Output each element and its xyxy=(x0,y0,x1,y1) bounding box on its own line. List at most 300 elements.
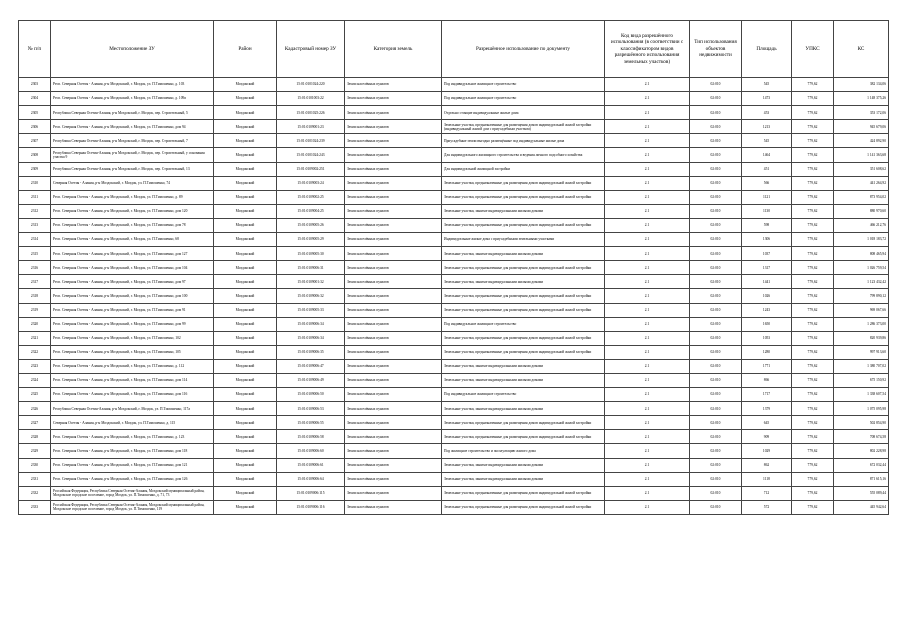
cell-permitted-use: Земельные участки, предназначенные для размещения домов индивидуальной жилой застройки xyxy=(442,486,605,500)
cell-use-type: 02:010 xyxy=(690,162,742,176)
cell-num: 2314 xyxy=(19,233,51,247)
cell-upks: 779,62 xyxy=(792,402,834,416)
cell-area: 1306 xyxy=(742,233,792,247)
cell-upks: 779,62 xyxy=(792,162,834,176)
header-permitted-use: Разрешённое использование по документу xyxy=(442,21,605,78)
cell-upks: 779,62 xyxy=(792,472,834,486)
table-row xyxy=(19,345,889,359)
table-row xyxy=(19,331,889,345)
cell-region: Моздокский xyxy=(214,233,277,247)
table-row xyxy=(19,373,889,387)
cell-land-category: Земли населённых пунктов xyxy=(345,106,442,120)
cell-area: 1026 xyxy=(742,289,792,303)
cell-region: Моздокский xyxy=(214,275,277,289)
cell-use-code: 2.1 xyxy=(605,190,690,204)
cell-use-code: 2.1 xyxy=(605,331,690,345)
table-row xyxy=(19,317,889,331)
cell-region: Моздокский xyxy=(214,458,277,472)
cell-use-code: 2.1 xyxy=(605,345,690,359)
cell-location: Респ. Северная Осетия - Алания, р-н Моздокский, г. Моздок, ул. П.Тимошенко, д. 112 xyxy=(51,359,214,373)
cell-cadastral-number: 15:01:0109005:30 xyxy=(277,247,345,261)
cell-cadastral-number: 15:01:0101024:239 xyxy=(277,134,345,148)
cell-permitted-use: Земельные участки, предназначенные для размещения домов индивидуальной жилой застройки xyxy=(442,218,605,232)
cell-land-category: Земли населённых пунктов xyxy=(345,218,442,232)
cell-permitted-use: Земельные участки, предназначенные для размещения домов индивидуальной жилой застройки (индивидуальный жилой дом с приусадебным участком) xyxy=(442,120,605,134)
cell-num: 2308 xyxy=(19,148,51,162)
cell-use-code: 2.1 xyxy=(605,204,690,218)
cell-land-category: Земли населённых пунктов xyxy=(345,78,442,92)
cell-permitted-use: Под индивидуальное жилищное строительство xyxy=(442,92,605,106)
cell-region: Моздокский xyxy=(214,486,277,500)
cell-use-code: 2.1 xyxy=(605,275,690,289)
cell-land-category: Земли населённых пунктов xyxy=(345,247,442,261)
cell-num: 2324 xyxy=(19,373,51,387)
cell-region: Моздокский xyxy=(214,345,277,359)
cell-cadastral-number: 15:01:0109006:31 xyxy=(277,261,345,275)
cell-num: 2332 xyxy=(19,486,51,500)
cell-use-type: 02:010 xyxy=(690,106,742,120)
cell-cadastral-number: 15:01:0101024:220 xyxy=(277,78,345,92)
cell-use-type: 02:010 xyxy=(690,176,742,190)
cell-region: Моздокский xyxy=(214,289,277,303)
table-row xyxy=(19,233,889,247)
cell-use-type: 02:010 xyxy=(690,472,742,486)
cell-land-category: Земли населённых пунктов xyxy=(345,92,442,106)
cell-region: Моздокский xyxy=(214,176,277,190)
cell-permitted-use: Земельные участки, занятые индивидуальными жилыми домами xyxy=(442,204,605,218)
cell-num: 2317 xyxy=(19,275,51,289)
cell-upks: 779,62 xyxy=(792,373,834,387)
cell-area: 1473 xyxy=(742,92,792,106)
cell-use-type: 02:010 xyxy=(690,500,742,514)
cell-location: Респ. Северная Осетия - Алания, р-н Моздокский, г. Моздок, ул. П.Тимошенко, д. 89 xyxy=(51,190,214,204)
cell-land-category: Земли населённых пунктов xyxy=(345,261,442,275)
cell-use-type: 02:010 xyxy=(690,458,742,472)
cell-upks: 779,62 xyxy=(792,148,834,162)
cell-permitted-use: Земельные участки, занятые индивидуальными жилыми домами xyxy=(442,373,605,387)
cell-num: 2322 xyxy=(19,345,51,359)
cell-location: Респ. Северная Осетия - Алания, р-н Моздокский, г. Моздок, ул. П.Тимошенко, дом 118 xyxy=(51,444,214,458)
cell-upks: 779,62 xyxy=(792,275,834,289)
cell-cadastral-number: 15:01:0109005:26 xyxy=(277,218,345,232)
table-row xyxy=(19,472,889,486)
cell-area: 566 xyxy=(742,176,792,190)
table-row xyxy=(19,303,889,317)
cell-permitted-use: Земельные участки, занятые индивидуальными жилыми домами xyxy=(442,359,605,373)
cell-num: 2326 xyxy=(19,402,51,416)
cell-use-code: 2.1 xyxy=(605,416,690,430)
cell-permitted-use: Отдельно стоящие индивидуальные жилые дома xyxy=(442,106,605,120)
cell-upks: 779,62 xyxy=(792,500,834,514)
cell-ks: 1 018 183,72 xyxy=(834,233,889,247)
cell-region: Моздокский xyxy=(214,303,277,317)
header-ks: КС xyxy=(834,21,889,78)
cell-upks: 779,62 xyxy=(792,331,834,345)
cell-cadastral-number: 15:01:0101024:243 xyxy=(277,148,345,162)
header-use-type: Тип использования объектов недвижимости xyxy=(690,21,742,78)
cell-upks: 779,62 xyxy=(792,303,834,317)
cell-use-code: 2.1 xyxy=(605,92,690,106)
cell-ks: 802 228,98 xyxy=(834,444,889,458)
cell-area: 1037 xyxy=(742,247,792,261)
cell-ks: 555 089,44 xyxy=(834,486,889,500)
cell-land-category: Земли населённых пунктов xyxy=(345,134,442,148)
cell-cadastral-number: 15:01:0109001:32 xyxy=(277,275,345,289)
cell-region: Моздокский xyxy=(214,162,277,176)
cell-num: 2331 xyxy=(19,472,51,486)
cell-cadastral-number: 15:01:0109006:64 xyxy=(277,472,345,486)
cell-num: 2329 xyxy=(19,444,51,458)
cell-cadastral-number: 15:01:0109005:33 xyxy=(277,303,345,317)
table-body xyxy=(19,78,889,515)
cell-use-code: 2.1 xyxy=(605,359,690,373)
cell-cadastral-number: 15:01:0109006:61 xyxy=(277,458,345,472)
cell-use-type: 02:010 xyxy=(690,134,742,148)
cell-permitted-use: Под индивидуальное жилищное строительство xyxy=(442,388,605,402)
cell-land-category: Земли населённых пунктов xyxy=(345,388,442,402)
cell-region: Моздокский xyxy=(214,247,277,261)
cell-upks: 779,62 xyxy=(792,486,834,500)
cell-ks: 672 032,44 xyxy=(834,458,889,472)
cell-area: 453 xyxy=(742,106,792,120)
cell-region: Моздокский xyxy=(214,106,277,120)
cell-area: 1118 xyxy=(742,472,792,486)
cell-land-category: Земли населённых пунктов xyxy=(345,233,442,247)
cell-permitted-use: Земельные участки, предназначенные для размещения домов индивидуальной жилой застройки xyxy=(442,190,605,204)
cell-location: Республика Северная Осетия-Алания, р-н Моздокский, г. Моздок, пер. Строительный, 13 xyxy=(51,162,214,176)
cell-land-category: Земли населённых пунктов xyxy=(345,275,442,289)
cell-ks: 382 134,06 xyxy=(834,78,889,92)
cell-area: 1243 xyxy=(742,303,792,317)
cell-use-code: 2.1 xyxy=(605,176,690,190)
cell-region: Моздокский xyxy=(214,134,277,148)
cell-region: Моздокский xyxy=(214,261,277,275)
table-row xyxy=(19,247,889,261)
cell-num: 2319 xyxy=(19,303,51,317)
cell-location: Респ. Северная Осетия - Алания, р-н Моздокский, г. Моздок, ул. П.Тимошенко, 102 xyxy=(51,331,214,345)
cell-area: 866 xyxy=(742,373,792,387)
cell-upks: 779,62 xyxy=(792,233,834,247)
cell-area: 909 xyxy=(742,430,792,444)
cell-cadastral-number: 15:01:0109006:116 xyxy=(277,500,345,514)
cell-land-category: Земли населённых пунктов xyxy=(345,359,442,373)
cell-location: Респ. Северная Осетия - Алания, р-н Моздокский, г. Моздок, ул. П.Тимошенко, д. 123 xyxy=(51,430,214,444)
cell-upks: 779,62 xyxy=(792,261,834,275)
cell-location: Респ. Северная Осетия - Алания, р-н Моздокский, г. Моздок, ул. П.Тимошенко, дом 114 xyxy=(51,373,214,387)
table-row xyxy=(19,289,889,303)
cell-num: 2325 xyxy=(19,388,51,402)
cell-num: 2310 xyxy=(19,176,51,190)
cell-use-code: 2.1 xyxy=(605,303,690,317)
cell-num: 2316 xyxy=(19,261,51,275)
cell-region: Моздокский xyxy=(214,388,277,402)
cell-land-category: Земли населённых пунктов xyxy=(345,402,442,416)
cadastral-table-sheet xyxy=(18,20,888,515)
cell-region: Моздокский xyxy=(214,331,277,345)
cell-use-code: 2.1 xyxy=(605,162,690,176)
header-upks: УПКС xyxy=(792,21,834,78)
cell-ks: 441 264,92 xyxy=(834,176,889,190)
table-row xyxy=(19,458,889,472)
cell-upks: 779,62 xyxy=(792,345,834,359)
cell-land-category: Земли населённых пунктов xyxy=(345,458,442,472)
cell-ks: 466 212,76 xyxy=(834,218,889,232)
cell-region: Моздокский xyxy=(214,218,277,232)
cell-area: 1379 xyxy=(742,402,792,416)
cell-use-code: 2.1 xyxy=(605,373,690,387)
cell-region: Моздокский xyxy=(214,402,277,416)
cell-cadastral-number: 15:01:0101025:226 xyxy=(277,106,345,120)
cell-ks: 353 172,06 xyxy=(834,106,889,120)
cell-use-type: 02:010 xyxy=(690,204,742,218)
cell-use-type: 02:010 xyxy=(690,289,742,303)
cell-location: Респ. Северная Осетия - Алания, р-н Моздокский, г. Моздок, ул. П.Тимошенко, дом 99 xyxy=(51,317,214,331)
cell-location: Респ. Северная Осетия - Алания, р-н Моздокский, г. Моздок, ул. П.Тимошенко, дом 121 xyxy=(51,458,214,472)
cell-location: Респ. Северная Осетия - Алания, р-н Моздокский, г. Моздок, ул. П.Тимошенко, дом 100 xyxy=(51,289,214,303)
cell-permitted-use: Индивидуальные жилые дома с приусадебными земельными участками xyxy=(442,233,605,247)
cell-area: 1650 xyxy=(742,317,792,331)
cell-permitted-use: Для индивидуального жилищного строительства и ведения личного подсобного хозяйства xyxy=(442,148,605,162)
cell-num: 2306 xyxy=(19,120,51,134)
cell-cadastral-number: 15:01:0109006:50 xyxy=(277,388,345,402)
cell-ks: 1 026 759,54 xyxy=(834,261,889,275)
cell-permitted-use: Приусадебные земли выгодно размещённые под индивидуальные жилые дома xyxy=(442,134,605,148)
cell-ks: 880 970,60 xyxy=(834,204,889,218)
cell-num: 2328 xyxy=(19,430,51,444)
header-region: Район xyxy=(214,21,277,78)
cell-num: 2315 xyxy=(19,247,51,261)
cell-upks: 779,62 xyxy=(792,416,834,430)
cell-land-category: Земли населённых пунктов xyxy=(345,120,442,134)
cell-land-category: Земли населённых пунктов xyxy=(345,430,442,444)
cell-permitted-use: Земельные участки, занятые индивидуальными жилыми домами xyxy=(442,275,605,289)
table-row xyxy=(19,78,889,92)
cell-cadastral-number: 15:01:0101003:22 xyxy=(277,92,345,106)
cell-location: Респ. Северная Осетия - Алания, р-н Моздокский, г. Моздок, ул. П.Тимошенко, дом 97 xyxy=(51,275,214,289)
cell-land-category: Земли населённых пунктов xyxy=(345,148,442,162)
cell-use-code: 2.1 xyxy=(605,134,690,148)
cell-use-type: 02:010 xyxy=(690,303,742,317)
cell-region: Моздокский xyxy=(214,317,277,331)
cell-region: Моздокский xyxy=(214,444,277,458)
cell-permitted-use: Земельные участки, предназначенные для размещения домов индивидуальной жилой застройки xyxy=(442,416,605,430)
cell-location: Республика Северная Осетия-Алания, р-н Моздокский, г. Моздок, ул. П.Тимошенко, 117а xyxy=(51,402,214,416)
header-cadastral-number: Кадастровый номер ЗУ xyxy=(277,21,345,78)
cell-use-type: 02:010 xyxy=(690,92,742,106)
cell-upks: 779,62 xyxy=(792,317,834,331)
cell-permitted-use: Земельные участки, предназначенные для размещения домов индивидуальной жилой застройки xyxy=(442,289,605,303)
cell-cadastral-number: 15:01:0109006:32 xyxy=(277,289,345,303)
cell-area: 1771 xyxy=(742,359,792,373)
cell-use-type: 02:010 xyxy=(690,190,742,204)
table-row xyxy=(19,416,889,430)
cell-cadastral-number: 15:01:0109006:55 xyxy=(277,416,345,430)
cell-permitted-use: Для индивидуальной жилищной застройки xyxy=(442,162,605,176)
cell-use-code: 2.1 xyxy=(605,486,690,500)
cell-cadastral-number: 15:01:0109006:34 xyxy=(277,317,345,331)
cell-ks: 675 150,92 xyxy=(834,373,889,387)
cell-use-type: 02:010 xyxy=(690,444,742,458)
cell-location: Северная Осетия - Алания, р-н Моздокский, г. Моздок, ул. П.Тимошенко, 74 xyxy=(51,176,214,190)
table-row xyxy=(19,120,889,134)
cell-ks: 873 954,02 xyxy=(834,190,889,204)
cell-upks: 779,62 xyxy=(792,388,834,402)
cell-ks: 945 679,06 xyxy=(834,120,889,134)
cell-land-category: Земли населённых пунктов xyxy=(345,331,442,345)
cell-use-code: 2.1 xyxy=(605,218,690,232)
cell-use-type: 02:010 xyxy=(690,373,742,387)
cell-location: Респ. Северная Осетия - Алания, р-н Моздокский, г. Моздок, ул. П.Тимошенко, дом 127 xyxy=(51,247,214,261)
cell-ks: 351 608,62 xyxy=(834,162,889,176)
cell-land-category: Земли населённых пунктов xyxy=(345,317,442,331)
header-location: Местоположение ЗУ xyxy=(51,21,214,78)
table-row xyxy=(19,500,889,514)
cell-region: Моздокский xyxy=(214,190,277,204)
cell-ks: 502 854,90 xyxy=(834,416,889,430)
cell-ks: 1 380 707,02 xyxy=(834,359,889,373)
cell-num: 2330 xyxy=(19,458,51,472)
cell-use-code: 2.1 xyxy=(605,289,690,303)
cell-use-code: 2.1 xyxy=(605,261,690,275)
cell-upks: 779,62 xyxy=(792,218,834,232)
cell-area: 712 xyxy=(742,486,792,500)
cell-use-type: 02:010 xyxy=(690,261,742,275)
cell-permitted-use: Земельные участки, предназначенные для размещения домов индивидуальной жилой застройки xyxy=(442,176,605,190)
cell-location: Респ. Северная Осетия - Алания, р-н Моздокский, г. Моздок, ул. П.Тимошенко, дом 116 xyxy=(51,388,214,402)
cell-area: 862 xyxy=(742,458,792,472)
cell-cadastral-number: 15:01:0109003:24 xyxy=(277,176,345,190)
cell-area: 1130 xyxy=(742,204,792,218)
cell-location: Респ. Северная Осетия - Алания, р-н Моздокский, г. Моздок, ул. П.Тимошенко, 105 xyxy=(51,345,214,359)
cell-region: Моздокский xyxy=(214,373,277,387)
table-row xyxy=(19,359,889,373)
cell-num: 2307 xyxy=(19,134,51,148)
cell-land-category: Земли населённых пунктов xyxy=(345,500,442,514)
cell-permitted-use: Земельные участки, предназначенные для размещения домов индивидуальной жилой застройки xyxy=(442,430,605,444)
table-row xyxy=(19,162,889,176)
cell-permitted-use: Земельные участки, предназначенные для размещения домов индивидуальной жилой застройки xyxy=(442,303,605,317)
header-num: № п/п xyxy=(19,21,51,78)
cell-upks: 779,62 xyxy=(792,134,834,148)
cell-use-type: 02:010 xyxy=(690,416,742,430)
cell-ks: 808 465,94 xyxy=(834,247,889,261)
table-row xyxy=(19,190,889,204)
cell-ks: 708 674,58 xyxy=(834,430,889,444)
cell-use-type: 02:010 xyxy=(690,233,742,247)
table-row xyxy=(19,134,889,148)
cell-use-code: 2.1 xyxy=(605,120,690,134)
cell-use-code: 2.1 xyxy=(605,148,690,162)
table-row xyxy=(19,106,889,120)
cell-use-type: 02:010 xyxy=(690,148,742,162)
cell-use-code: 2.1 xyxy=(605,233,690,247)
cell-land-category: Земли населённых пунктов xyxy=(345,190,442,204)
cell-upks: 779,62 xyxy=(792,92,834,106)
cell-num: 2318 xyxy=(19,289,51,303)
cell-use-code: 2.1 xyxy=(605,247,690,261)
cell-area: 1280 xyxy=(742,345,792,359)
cell-location: Респ. Северная Осетия - Алания, р-н Моздокский, г. Моздок, ул. П.Тимошенко, 68 xyxy=(51,233,214,247)
cadastral-table xyxy=(18,20,889,515)
cell-use-type: 02:010 xyxy=(690,359,742,373)
cell-land-category: Земли населённых пунктов xyxy=(345,345,442,359)
cell-region: Моздокский xyxy=(214,120,277,134)
cell-upks: 779,62 xyxy=(792,430,834,444)
cell-permitted-use: Земельные участки, занятые индивидуальными жилыми домами xyxy=(442,458,605,472)
cell-region: Моздокский xyxy=(214,472,277,486)
cell-cadastral-number: 15:01:0109001:23 xyxy=(277,120,345,134)
cell-permitted-use: Земельные участки, предназначенные для размещения домов индивидуальной жилой застройки xyxy=(442,500,605,514)
cell-cadastral-number: 15:01:0109002:25 xyxy=(277,190,345,204)
cell-use-type: 02:010 xyxy=(690,247,742,261)
cell-area: 1029 xyxy=(742,444,792,458)
table-row xyxy=(19,218,889,232)
cell-location: Респ. Северная Осетия - Алания, р-н Моздокский, г. Моздок, ул. П.Тимошенко, д. 103 xyxy=(51,78,214,92)
cell-location: Респ. Северная Осетия - Алания, р-н Моздокский, г. Моздок, ул. П.Тимошенко, дом 126 xyxy=(51,472,214,486)
cell-land-category: Земли населённых пунктов xyxy=(345,176,442,190)
cell-use-code: 2.1 xyxy=(605,430,690,444)
cell-ks: 969 067,66 xyxy=(834,303,889,317)
cell-land-category: Земли населённых пунктов xyxy=(345,303,442,317)
table-row xyxy=(19,176,889,190)
cell-ks: 871 615,16 xyxy=(834,472,889,486)
cell-region: Моздокский xyxy=(214,92,277,106)
cell-cadastral-number: 15:01:0109006:35 xyxy=(277,345,345,359)
cell-num: 2304 xyxy=(19,92,51,106)
table-header-row xyxy=(19,21,889,78)
cell-ks: 1 075 095,98 xyxy=(834,402,889,416)
cell-num: 2323 xyxy=(19,359,51,373)
cell-region: Моздокский xyxy=(214,78,277,92)
cell-permitted-use: Земельные участки, предназначенные для размещения домов индивидуальной жилой застройки xyxy=(442,331,605,345)
cell-cadastral-number: 15:01:0109006:115 xyxy=(277,486,345,500)
cell-area: 1053 xyxy=(742,331,792,345)
cell-use-code: 2.1 xyxy=(605,78,690,92)
cell-upks: 779,62 xyxy=(792,78,834,92)
cell-land-category: Земли населённых пунктов xyxy=(345,289,442,303)
cell-area: 1717 xyxy=(742,388,792,402)
cell-ks: 445 942,64 xyxy=(834,500,889,514)
cell-cadastral-number: 15:01:0109006:60 xyxy=(277,444,345,458)
cell-cadastral-number: 15:01:0109002:251 xyxy=(277,162,345,176)
cell-land-category: Земли населённых пунктов xyxy=(345,486,442,500)
cell-upks: 779,62 xyxy=(792,247,834,261)
cell-use-code: 2.1 xyxy=(605,317,690,331)
table-row xyxy=(19,204,889,218)
cell-num: 2333 xyxy=(19,500,51,514)
cell-land-category: Земли населённых пунктов xyxy=(345,444,442,458)
cell-permitted-use: Земельные участки, предназначенные для размещения домов индивидуальной жилой застройки xyxy=(442,345,605,359)
cell-area: 645 xyxy=(742,416,792,430)
cell-upks: 779,62 xyxy=(792,190,834,204)
table-row xyxy=(19,402,889,416)
cell-num: 2312 xyxy=(19,204,51,218)
cell-land-category: Земли населённых пунктов xyxy=(345,472,442,486)
cell-location: Респ. Северная Осетия - Алания, р-н Моздокский, г. Моздок, ул. П.Тимошенко, дом 94 xyxy=(51,120,214,134)
cell-region: Моздокский xyxy=(214,204,277,218)
cell-upks: 779,62 xyxy=(792,106,834,120)
cell-num: 2303 xyxy=(19,78,51,92)
cell-region: Моздокский xyxy=(214,500,277,514)
cell-land-category: Земли населённых пунктов xyxy=(345,373,442,387)
cell-ks: 1 338 607,54 xyxy=(834,388,889,402)
cell-land-category: Земли населённых пунктов xyxy=(345,204,442,218)
cell-permitted-use: Под жилищное строительство и эксплуатацию жилого дома xyxy=(442,444,605,458)
cell-land-category: Земли населённых пунктов xyxy=(345,416,442,430)
table-row xyxy=(19,261,889,275)
cell-num: 2320 xyxy=(19,317,51,331)
table-row xyxy=(19,275,889,289)
